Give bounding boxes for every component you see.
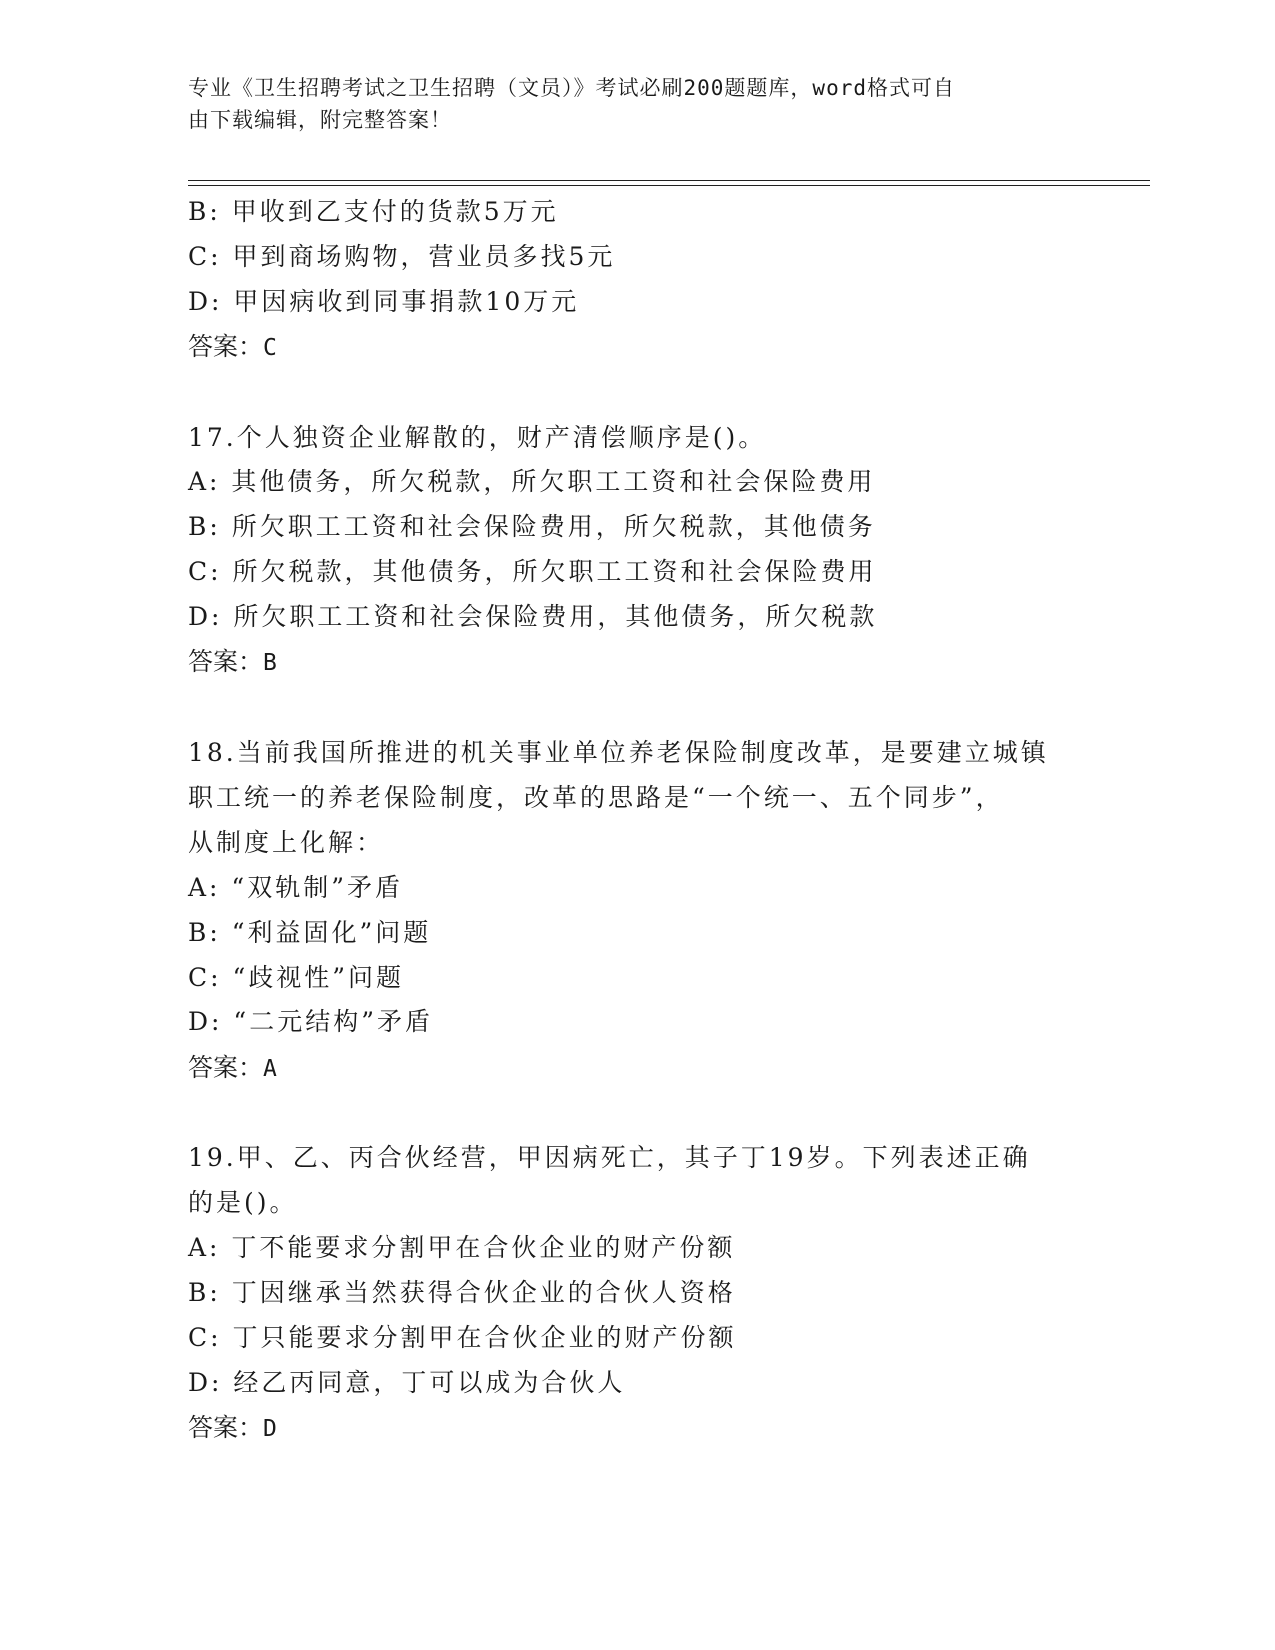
header-divider-bottom — [188, 185, 1150, 186]
q17-option-b: B: 所欠职工工资和社会保险费用，所欠税款，其他债务 — [188, 512, 876, 541]
header-line-1: 专业《卫生招聘考试之卫生招聘（文员）》考试必刷200题题库，word格式可自 — [188, 76, 955, 100]
q19-stem-line-1: 19.甲、乙、丙合伙经营，甲因病死亡，其子丁19岁。下列表述正确 — [188, 1143, 1031, 1172]
q19-option-c: C: 丁只能要求分割甲在合伙企业的财产份额 — [188, 1323, 737, 1352]
q18-option-d: D: “二元结构”矛盾 — [188, 1007, 433, 1036]
q16-answer-value: C — [263, 335, 277, 361]
document-header — [188, 72, 1068, 136]
q18-option-b: B: “利益固化”问题 — [188, 918, 432, 947]
q19-answer — [188, 1412, 277, 1445]
q16-option-d: D: 甲因病收到同事捐款10万元 — [188, 287, 580, 316]
q17-answer-label: 答案： — [188, 647, 264, 676]
q17-answer — [188, 646, 277, 679]
q19-option-b: B: 丁因继承当然获得合伙企业的合伙人资格 — [188, 1278, 736, 1307]
q18-stem-line-3: 从制度上化解： — [188, 828, 385, 857]
q16-answer-label: 答案： — [188, 332, 264, 361]
q19-answer-label: 答案： — [188, 1413, 264, 1442]
q16-option-c: C: 甲到商场购物，营业员多找5元 — [188, 242, 616, 271]
q18-answer-label: 答案： — [188, 1053, 264, 1082]
q19-option-d: D: 经乙丙同意，丁可以成为合伙人 — [188, 1368, 626, 1397]
q18-option-c: C: “歧视性”问题 — [188, 963, 405, 992]
q17-answer-value: B — [263, 650, 277, 676]
q17-option-c: C: 所欠税款，其他债务，所欠职工工资和社会保险费用 — [188, 557, 877, 586]
q16-option-b: B: 甲收到乙支付的货款5万元 — [188, 197, 559, 226]
q19-option-a: A: 丁不能要求分割甲在合伙企业的财产份额 — [188, 1233, 736, 1262]
q18-answer — [188, 1052, 277, 1085]
header-divider-top — [188, 180, 1150, 181]
q18-stem-line-1: 18.当前我国所推进的机关事业单位养老保险制度改革，是要建立城镇 — [188, 738, 1049, 767]
q17-option-d: D: 所欠职工工资和社会保险费用，其他债务，所欠税款 — [188, 602, 878, 631]
header-line-2: 由下载编辑，附完整答案！ — [188, 108, 452, 132]
q17-option-a: A: 其他债务，所欠税款，所欠职工工资和社会保险费用 — [188, 467, 876, 496]
q19-stem-line-2: 的是()。 — [188, 1188, 298, 1217]
q18-option-a: A: “双轨制”矛盾 — [188, 873, 403, 902]
q17-stem: 17.个人独资企业解散的，财产清偿顺序是()。 — [188, 423, 767, 452]
q16-answer — [188, 331, 277, 364]
q18-answer-value: A — [263, 1056, 277, 1082]
q19-answer-value: D — [263, 1416, 277, 1442]
q18-stem-line-2: 职工统一的养老保险制度，改革的思路是“一个统一、五个同步”， — [188, 783, 1004, 812]
